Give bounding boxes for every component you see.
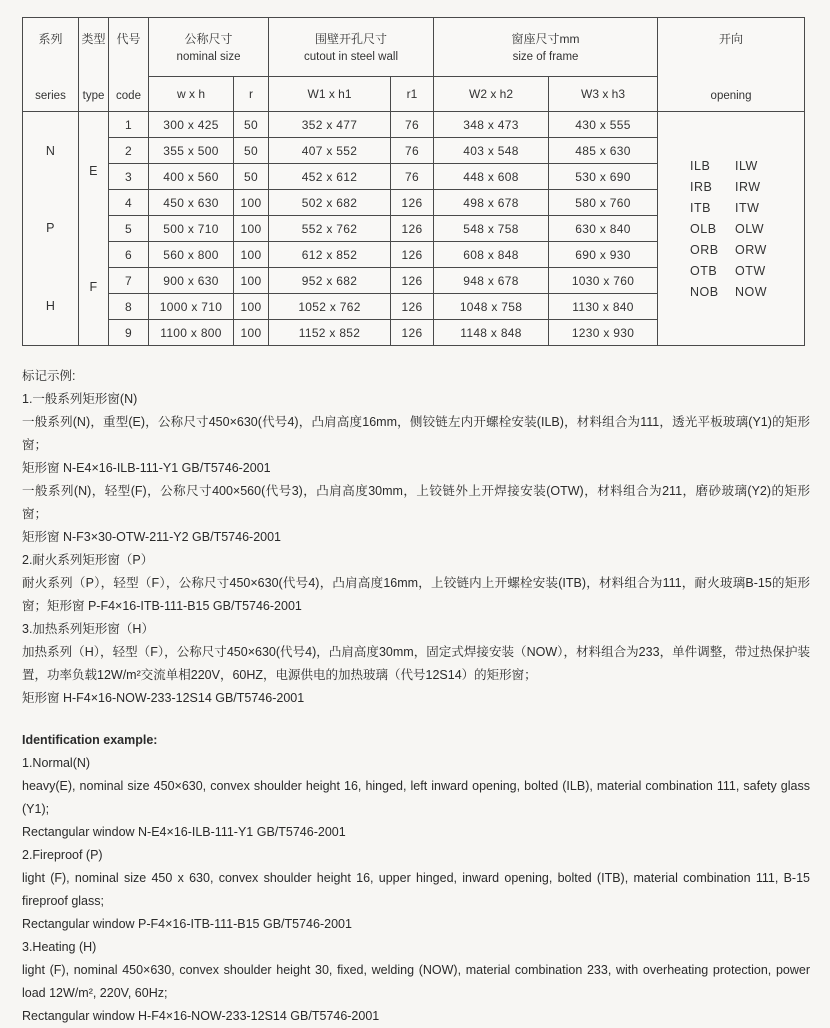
note-line-zh: 一般系列(N)，重型(E)，公称尺寸450×630(代号4)，凸肩高度16mm，侧铰链左内开螺栓安装(ILB)，材料组合为111，透光平板玻璃(Y1)的矩形窗； bbox=[22, 415, 810, 452]
note-line-zh: 耐火系列（P），轻型（F），公称尺寸450×630(代号4)，凸肩高度16mm，上铰链内上开螺栓安装(ITB)，材料组合为111，耐火玻璃B-15的矩形窗；矩形窗 P-F4×16-ITB-111-B15 GB/T5746-2001 bbox=[22, 576, 810, 613]
notes-en-title: Identification example: bbox=[22, 733, 158, 747]
opening-code: ORW bbox=[735, 242, 767, 257]
cell-r: 100 bbox=[234, 294, 269, 320]
series-value: N bbox=[45, 144, 56, 159]
series-cell bbox=[23, 112, 79, 346]
opening-code: IRB bbox=[690, 179, 713, 194]
cell-w2h2: 608 x 848 bbox=[434, 242, 549, 268]
note-line-en: Rectangular window N-E4×16-ILB-111-Y1 GB/T5746-2001 bbox=[22, 825, 346, 839]
notes-zh-lines bbox=[22, 388, 810, 710]
col-subheader-wh: w x h bbox=[149, 76, 234, 111]
col-header-opening-en: opening bbox=[710, 90, 752, 102]
cell-wh: 500 x 710 bbox=[149, 216, 234, 242]
col-subheader-r: r bbox=[234, 76, 269, 111]
cell-w3h3: 1230 x 930 bbox=[549, 320, 658, 346]
col-header-frame bbox=[434, 18, 658, 77]
cell-wh: 450 x 630 bbox=[149, 190, 234, 216]
cell-w1h1: 1152 x 852 bbox=[269, 320, 391, 346]
cell-w2h2: 948 x 678 bbox=[434, 268, 549, 294]
col-header-cutout bbox=[269, 18, 434, 77]
cell-code: 5 bbox=[109, 216, 149, 242]
cell-r: 50 bbox=[234, 138, 269, 164]
opening-grid bbox=[658, 159, 804, 299]
table-row bbox=[23, 112, 805, 138]
note-line-en: 1.Normal(N) bbox=[22, 756, 91, 770]
cell-r: 50 bbox=[234, 164, 269, 190]
cell-code: 6 bbox=[109, 242, 149, 268]
opening-code: NOB bbox=[690, 284, 719, 299]
note-line-zh: 1.一般系列矩形窗(N) bbox=[22, 392, 138, 406]
cell-wh: 400 x 560 bbox=[149, 164, 234, 190]
col-header-frame-en: size of frame bbox=[512, 51, 579, 64]
note-line-en: light (F), nominal size 450 x 630, convex shoulder height 16, upper hinged, inward opening, bolted (ITB), material combination 111, B-15 fireproof glass; bbox=[22, 871, 810, 908]
col-header-opening-zh: 开向 bbox=[719, 32, 744, 46]
cell-r: 100 bbox=[234, 216, 269, 242]
opening-code: OTB bbox=[690, 263, 718, 278]
cell-w1h1: 552 x 762 bbox=[269, 216, 391, 242]
cell-code: 4 bbox=[109, 190, 149, 216]
cell-w3h3: 430 x 555 bbox=[549, 112, 658, 138]
series-stack bbox=[23, 113, 78, 345]
type-value: E bbox=[89, 163, 98, 178]
col-header-frame-zh: 窗座尺寸mm bbox=[511, 32, 580, 47]
cell-wh: 1000 x 710 bbox=[149, 294, 234, 320]
cell-r1: 126 bbox=[391, 268, 434, 294]
cell-r: 50 bbox=[234, 112, 269, 138]
cell-r: 100 bbox=[234, 268, 269, 294]
cell-w1h1: 502 x 682 bbox=[269, 190, 391, 216]
cell-code: 1 bbox=[109, 112, 149, 138]
document-page bbox=[0, 17, 830, 1023]
note-line-zh: 矩形窗 N-E4×16-ILB-111-Y1 GB/T5746-2001 bbox=[22, 461, 271, 475]
cell-r1: 126 bbox=[391, 190, 434, 216]
cell-w1h1: 352 x 477 bbox=[269, 112, 391, 138]
opening-code: ILB bbox=[690, 158, 711, 173]
cell-wh: 1100 x 800 bbox=[149, 320, 234, 346]
cell-r1: 126 bbox=[391, 320, 434, 346]
col-header-series-zh: 系列 bbox=[38, 32, 63, 46]
cell-code: 7 bbox=[109, 268, 149, 294]
notes-zh-title: 标记示例: bbox=[22, 369, 76, 383]
series-value: P bbox=[46, 221, 55, 236]
cell-r: 100 bbox=[234, 190, 269, 216]
cell-w1h1: 952 x 682 bbox=[269, 268, 391, 294]
opening-code: ORB bbox=[690, 242, 719, 257]
note-line-en: 3.Heating (H) bbox=[22, 940, 97, 954]
cell-w2h2: 548 x 758 bbox=[434, 216, 549, 242]
cell-w2h2: 1148 x 848 bbox=[434, 320, 549, 346]
opening-code: NOW bbox=[735, 284, 768, 299]
type-value: F bbox=[89, 279, 98, 294]
cell-wh: 300 x 425 bbox=[149, 112, 234, 138]
spec-table bbox=[22, 17, 805, 346]
col-header-opening bbox=[658, 18, 805, 112]
opening-code: ITB bbox=[690, 200, 711, 215]
opening-cell bbox=[658, 112, 805, 346]
cell-w2h2: 1048 x 758 bbox=[434, 294, 549, 320]
type-stack bbox=[79, 113, 108, 345]
cell-wh: 355 x 500 bbox=[149, 138, 234, 164]
notes-section-zh bbox=[22, 365, 810, 710]
cell-w2h2: 498 x 678 bbox=[434, 190, 549, 216]
col-header-type-zh: 类型 bbox=[81, 32, 106, 46]
series-value: H bbox=[45, 298, 56, 313]
cell-w3h3: 580 x 760 bbox=[549, 190, 658, 216]
note-line-en: Rectangular window H-F4×16-NOW-233-12S14 GB/T5746-2001 bbox=[22, 1009, 380, 1023]
spec-table-body bbox=[23, 112, 805, 346]
cell-code: 2 bbox=[109, 138, 149, 164]
col-header-type bbox=[79, 18, 109, 112]
cell-w2h2: 403 x 548 bbox=[434, 138, 549, 164]
opening-code: OLB bbox=[690, 221, 717, 236]
note-line-zh: 2.耐火系列矩形窗（P） bbox=[22, 553, 154, 567]
col-subheader-w1h1: W1 x h1 bbox=[269, 76, 391, 111]
cell-code: 9 bbox=[109, 320, 149, 346]
cell-r1: 76 bbox=[391, 112, 434, 138]
cell-code: 3 bbox=[109, 164, 149, 190]
note-line-zh: 3.加热系列矩形窗（H） bbox=[22, 622, 154, 636]
cell-r1: 76 bbox=[391, 138, 434, 164]
cell-w1h1: 1052 x 762 bbox=[269, 294, 391, 320]
cell-r1: 126 bbox=[391, 216, 434, 242]
cell-w3h3: 630 x 840 bbox=[549, 216, 658, 242]
col-header-series-en: series bbox=[35, 90, 66, 102]
col-subheader-r1: r1 bbox=[391, 76, 434, 111]
cell-w3h3: 690 x 930 bbox=[549, 242, 658, 268]
cell-r1: 126 bbox=[391, 242, 434, 268]
cell-wh: 560 x 800 bbox=[149, 242, 234, 268]
opening-code: IRW bbox=[735, 179, 761, 194]
cell-w3h3: 1030 x 760 bbox=[549, 268, 658, 294]
note-line-zh: 加热系列（H），轻型（F），公称尺寸450×630(代号4)，凸肩高度30mm，固定式焊接安装（NOW），材料组合为233，单件调整，带过热保护装置，功率负载12W/m²交流单相220V，60HZ，电源供电的加热玻璃（代号12S14）的矩形窗； bbox=[22, 645, 810, 682]
col-header-nominal-en: nominal size bbox=[176, 51, 241, 64]
opening-code: ILW bbox=[735, 158, 758, 173]
col-subheader-w2h2: W2 x h2 bbox=[434, 76, 549, 111]
opening-code: OTW bbox=[735, 263, 766, 278]
cell-r1: 76 bbox=[391, 164, 434, 190]
note-line-en: 2.Fireproof (P) bbox=[22, 848, 103, 862]
cell-w3h3: 1130 x 840 bbox=[549, 294, 658, 320]
opening-code: OLW bbox=[735, 221, 765, 236]
note-line-zh: 矩形窗 N-F3×30-OTW-211-Y2 GB/T5746-2001 bbox=[22, 530, 282, 544]
note-line-en: Rectangular window P-F4×16-ITB-111-B15 GB/T5746-2001 bbox=[22, 917, 352, 931]
cell-w1h1: 407 x 552 bbox=[269, 138, 391, 164]
col-header-cutout-zh: 围壁开孔尺寸 bbox=[315, 32, 388, 47]
cell-code: 8 bbox=[109, 294, 149, 320]
notes-en-lines bbox=[22, 752, 810, 1028]
col-header-code-en: code bbox=[116, 90, 141, 102]
col-header-nominal-size bbox=[149, 18, 269, 77]
type-cell bbox=[79, 112, 109, 346]
cell-r1: 126 bbox=[391, 294, 434, 320]
col-header-nominal-zh: 公称尺寸 bbox=[184, 32, 233, 47]
cell-r: 100 bbox=[234, 320, 269, 346]
cell-w2h2: 448 x 608 bbox=[434, 164, 549, 190]
cell-w2h2: 348 x 473 bbox=[434, 112, 549, 138]
note-line-en: light (F), nominal 450×630, convex shoulder height 30, fixed, welding (NOW), material combination 233, with overheating protection, power load 12W/m², 220V, 60Hz; bbox=[22, 963, 810, 1000]
cell-w1h1: 612 x 852 bbox=[269, 242, 391, 268]
cell-r: 100 bbox=[234, 242, 269, 268]
cell-w1h1: 452 x 612 bbox=[269, 164, 391, 190]
col-subheader-w3h3: W3 x h3 bbox=[549, 76, 658, 111]
spec-table-header bbox=[23, 18, 805, 112]
cell-w3h3: 530 x 690 bbox=[549, 164, 658, 190]
col-header-series bbox=[23, 18, 79, 112]
cell-wh: 900 x 630 bbox=[149, 268, 234, 294]
cell-w3h3: 485 x 630 bbox=[549, 138, 658, 164]
col-header-code-zh: 代号 bbox=[116, 32, 141, 46]
col-header-type-en: type bbox=[82, 90, 105, 102]
note-line-zh: 一般系列(N)，轻型(F)，公称尺寸400×560(代号3)，凸肩高度30mm，上铰链外上开焊接安装(OTW)，材料组合为211，磨砂玻璃(Y2)的矩形窗； bbox=[22, 484, 810, 521]
note-line-zh: 矩形窗 H-F4×16-NOW-233-12S14 GB/T5746-2001 bbox=[22, 691, 305, 705]
opening-code: ITW bbox=[735, 200, 760, 215]
col-header-code bbox=[109, 18, 149, 112]
col-header-cutout-en: cutout in steel wall bbox=[304, 51, 398, 64]
notes-section-en bbox=[22, 729, 810, 1028]
note-line-en: heavy(E), nominal size 450×630, convex shoulder height 16, hinged, left inward opening, bolted (ILB), material combination 111, safety glass (Y1); bbox=[22, 779, 810, 816]
